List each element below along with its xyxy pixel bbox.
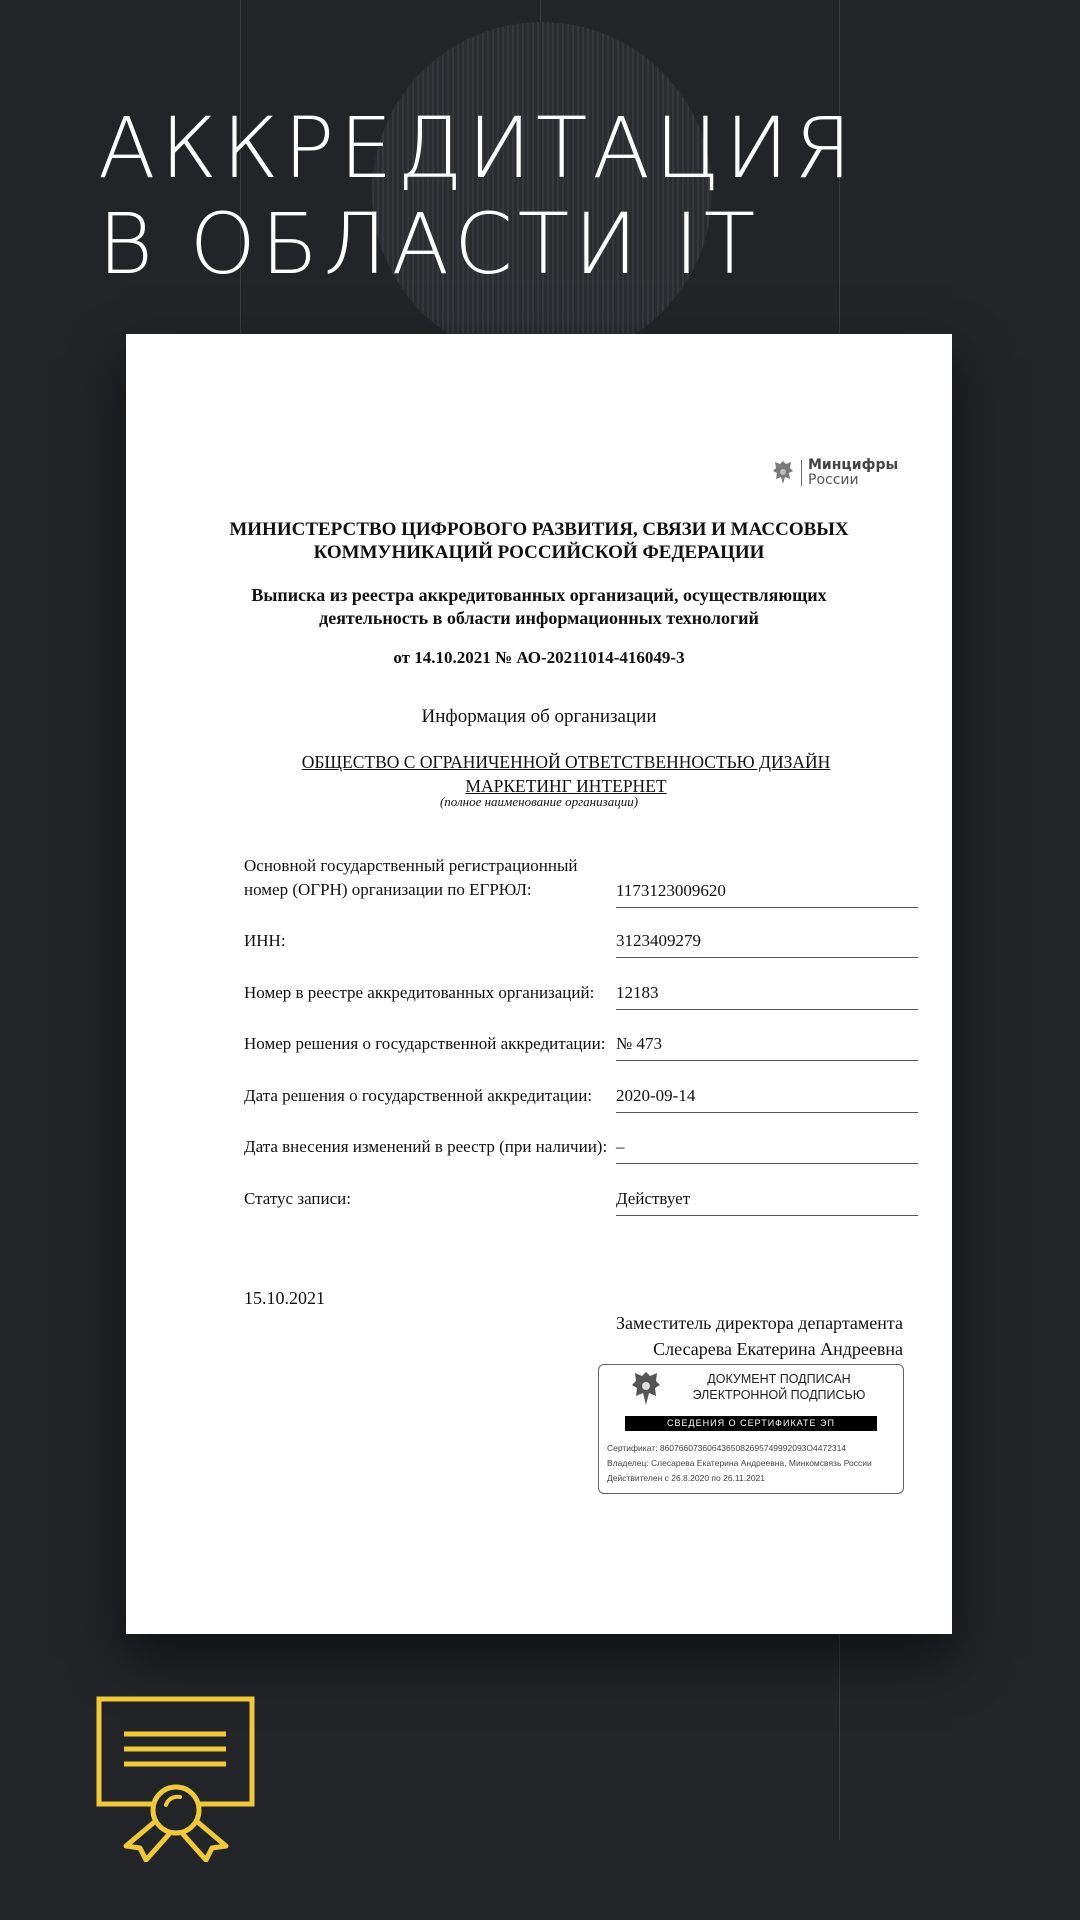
organization-name: ОБЩЕСТВО С ОГРАНИЧЕННОЙ ОТВЕТСТВЕННОСТЬЮ ДИЗАЙН МАРКЕТИНГ ИНТЕРНЕТ — [301, 752, 831, 796]
stamp-title — [669, 1371, 889, 1403]
accreditation-document — [126, 334, 952, 1634]
info-section-title: Информация об организации — [421, 706, 657, 727]
ministry-line-1: МИНИСТЕРСТВО ЦИФРОВОГО РАЗВИТИЯ, СВЯЗИ И МАССОВЫХ — [229, 519, 849, 540]
field-value-decision-number: № 473 — [616, 1032, 918, 1061]
certificate-header: СВЕДЕНИЯ О СЕРТИФИКАТЕ ЭП — [625, 1416, 877, 1431]
field-label-decision-number: Номер решения о государственной аккредитации: — [244, 1034, 606, 1053]
stamp-title-line-1: ДОКУМЕНТ ПОДПИСАН — [707, 1372, 851, 1386]
e-signature-stamp — [598, 1364, 904, 1494]
ministry-logo — [771, 458, 898, 488]
ministry-name — [126, 518, 952, 564]
extract-title-line-1: Выписка из реестра аккредитованных организаций, осуществляющих — [251, 585, 827, 605]
certificate-number: Сертификат: 8607660736064365082695749992093O4472314 — [607, 1443, 847, 1453]
field-label-changes-date: Дата внесения изменений в реестр (при наличии): — [244, 1137, 608, 1156]
field-label-status: Статус записи: — [244, 1189, 351, 1208]
certificate-icon — [96, 1696, 256, 1862]
extract-title — [126, 584, 952, 630]
extract-date-number: от 14.10.2021 № АО-20211014-416049-3 — [393, 648, 685, 667]
field-label-decision-date: Дата решения о государственной аккредитации: — [244, 1086, 593, 1105]
logo-line-2: России — [808, 472, 859, 488]
field-value-status: Действует — [616, 1187, 918, 1216]
field-label-inn: ИНН: — [244, 931, 286, 950]
signer-name: Слесарева Екатерина Андреевна — [653, 1339, 903, 1359]
stamp-title-line-2: ЭЛЕКТРОННОЙ ПОДПИСЬЮ — [692, 1388, 866, 1402]
coat-of-arms-icon — [771, 459, 795, 487]
headline-line-1: АККРЕДИТАЦИЯ — [98, 99, 857, 197]
page-headline — [98, 100, 857, 292]
signature-date: 15.10.2021 — [244, 1288, 325, 1308]
extract-title-line-2: деятельность в области информационных технологий — [319, 608, 759, 628]
signer-position: Заместитель директора департамента — [616, 1313, 903, 1333]
logo-line-1: Минцифры — [808, 457, 899, 473]
field-value-ogrn: 1173123009620 — [616, 879, 918, 908]
logo-divider — [801, 460, 802, 486]
field-value-inn: 3123409279 — [616, 929, 918, 958]
logo-text — [808, 458, 898, 488]
headline-line-2: В ОБЛАСТИ IT — [98, 195, 761, 293]
field-label-ogrn: Основной государственный регистрационный номер (ОГРН) организации по ЕГРЮЛ: — [244, 856, 578, 899]
coat-of-arms-icon — [629, 1369, 663, 1409]
field-value-registry-number: 12183 — [616, 981, 918, 1010]
certificate-validity: Действителен с 26.8.2020 по 26.11.2021 — [607, 1473, 766, 1483]
certificate-owner: Владелец: Слесарева Екатерина Андреевна, Минкомсвязь России — [607, 1458, 872, 1468]
field-value-decision-date: 2020-09-14 — [616, 1084, 918, 1113]
field-label-registry-number: Номер в реестре аккредитованных организаций: — [244, 983, 595, 1002]
field-value-changes-date: – — [616, 1135, 918, 1164]
ministry-line-2: КОММУНИКАЦИЙ РОССИЙСКОЙ ФЕДЕРАЦИИ — [313, 542, 765, 563]
organization-name-caption: (полное наименование организации) — [439, 794, 639, 809]
